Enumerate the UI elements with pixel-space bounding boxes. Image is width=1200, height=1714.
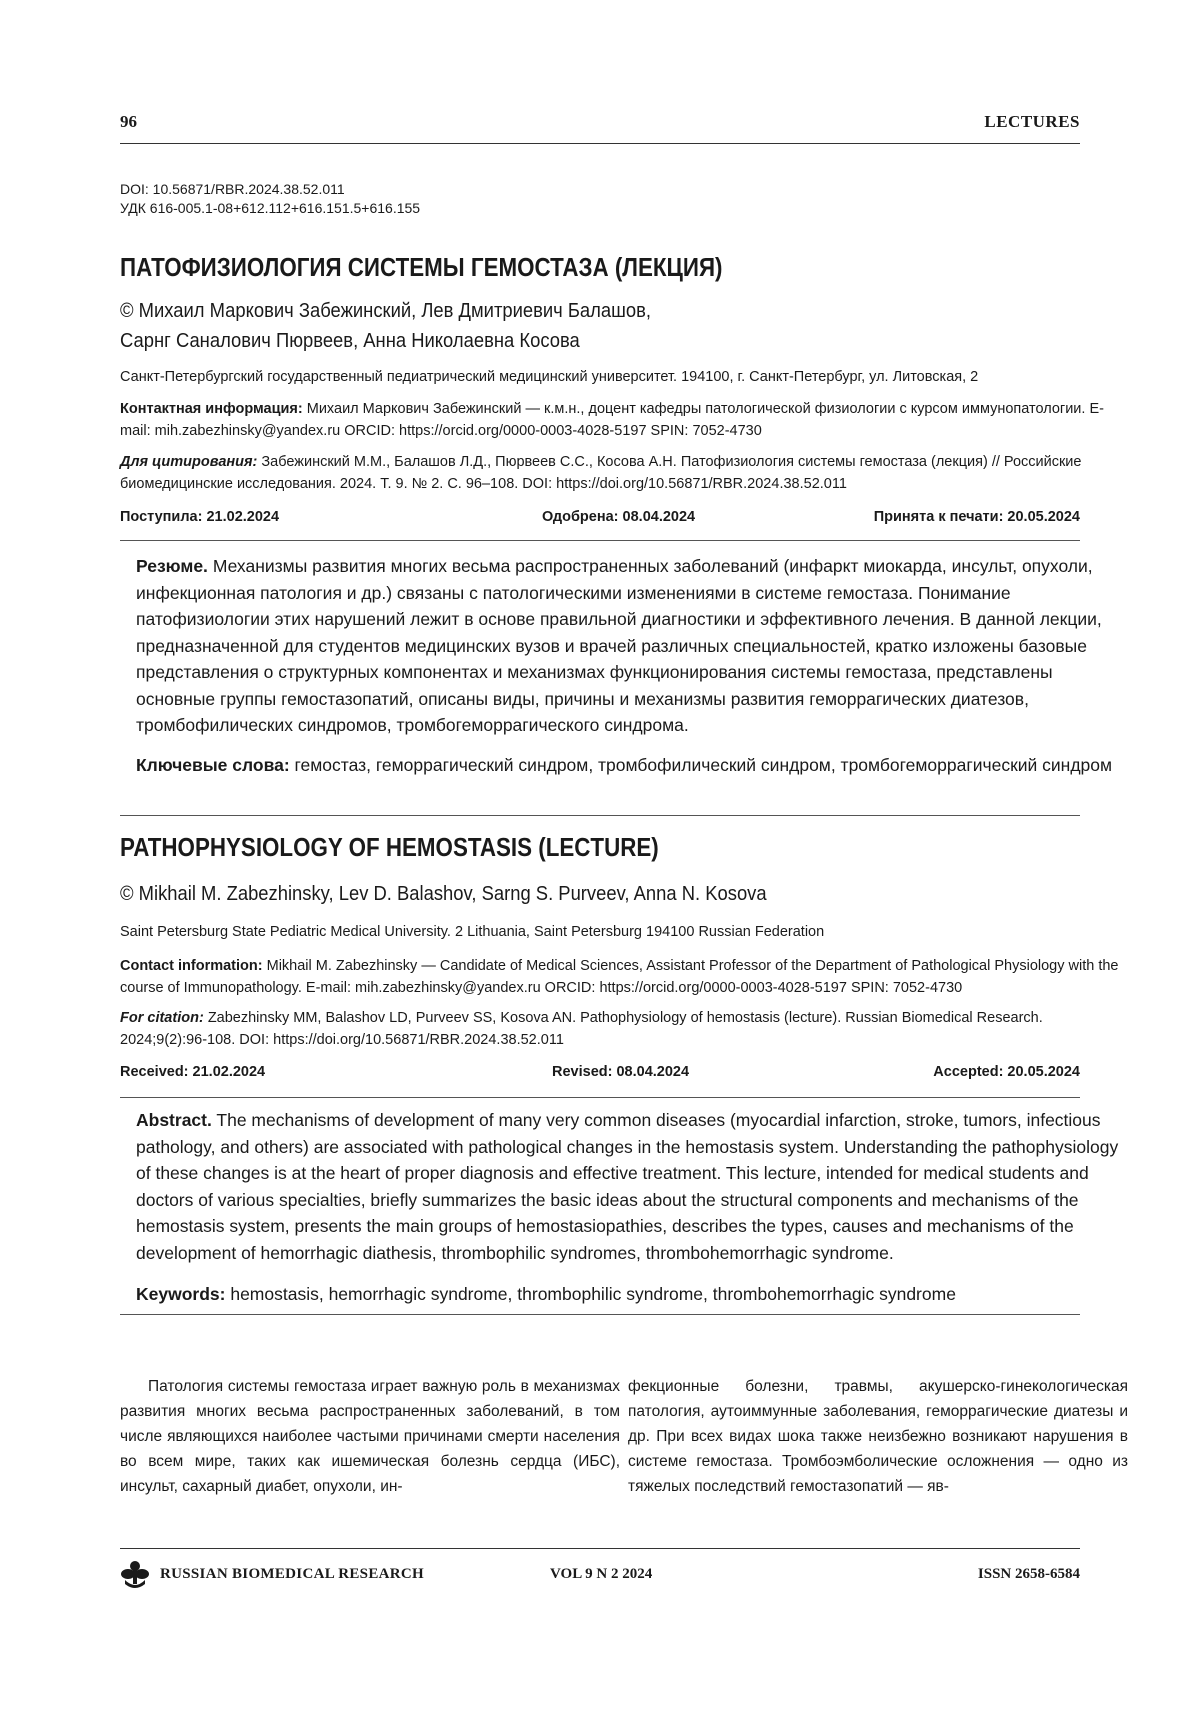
revised-date-en: Revised: 08.04.2024 <box>552 1064 690 1080</box>
divider <box>120 1314 1080 1315</box>
affiliation-en: Saint Petersburg State Pediatric Medical University. 2 Lithuania, Saint Petersburg 194100 Russian Federation <box>120 924 825 940</box>
title-ru: ПАТОФИЗИОЛОГИЯ СИСТЕМЫ ГЕМОСТАЗА (ЛЕКЦИЯ) <box>120 252 723 282</box>
contact-text-en: Mikhail M. Zabezhinsky — Candidate of Medical Sciences, Assistant Professor of the Department of Pathological Physiology with the course of Immunopathology. E-mail: mih.zabezhinsky@yandex.ru ORCID: https://orcid.org/0000-0003-4028-5197 SPIN: 7052-4730 <box>120 958 1119 996</box>
page-footer <box>120 1560 1080 1590</box>
footer-rule <box>120 1548 1080 1549</box>
authors-ru-line-1: © Михаил Маркович Забежинский, Лев Дмитриевич Балашов, <box>120 300 652 322</box>
citation-text-ru: Забежинский М.М., Балашов Л.Д., Пюрвеев С.С., Косова А.Н. Патофизиология системы гемостаза (лекция) // Российские биомедицинские исследования. 2024. Т. 9. № 2. С. 96–108. DOI: https://doi.org/10.56871/RBR.2024.38.52.011 <box>120 454 1082 492</box>
doi[interactable]: DOI: 10.56871/RBR.2024.38.52.011 <box>120 181 345 197</box>
authors-ru-line-2: Сарнг Саналович Пюрвеев, Анна Николаевна Косова <box>120 330 580 352</box>
accepted-date-en: Accepted: 20.05.2024 <box>933 1064 1080 1080</box>
citation-label-ru: Для цитирования: <box>120 454 258 470</box>
abstract-label-en: Abstract. <box>136 1110 212 1130</box>
running-header <box>120 112 1080 136</box>
divider <box>120 815 1080 816</box>
authors-ru <box>120 296 651 356</box>
keywords-text-en: hemostasis, hemorrhagic syndrome, thrombophilic syndrome, thrombohemorrhagic syndrome <box>230 1284 956 1304</box>
udk: УДК 616-005.1-08+612.112+616.151.5+616.155 <box>120 200 421 216</box>
article-meta <box>120 180 420 218</box>
revised-date-ru: Одобрена: 08.04.2024 <box>542 509 696 525</box>
body-column-right: фекционные болезни, травмы, акушерско-гинекологическая патология, аутоиммунные заболевания, геморрагические диатезы и др. При всех видах шока также неизбежно возникают нарушения в системе гемостаза. Тромбоэмболические осложнения — одно из тяжелых последствий гемостазопатий — яв- <box>628 1378 1128 1495</box>
contact-label-en: Contact information: <box>120 958 263 974</box>
contact-info-en <box>120 955 1130 999</box>
authors-en: © Mikhail M. Zabezhinsky, Lev D. Balashov, Sarng S. Purveev, Anna N. Kosova <box>120 883 767 905</box>
journal-logo-icon <box>120 1560 150 1588</box>
section-name: LECTURES <box>984 112 1080 131</box>
keywords-label-ru: Ключевые слова: <box>136 755 290 775</box>
received-date-ru: Поступила: 21.02.2024 <box>120 509 280 525</box>
volume-issue: VOL 9 N 2 2024 <box>550 1566 653 1582</box>
keywords-ru <box>136 752 1120 779</box>
citation-text-en: Zabezhinsky MM, Balashov LD, Purveev SS, Kosova AN. Pathophysiology of hemostasis (lecture). Russian Biomedical Research. 2024;9(2):96-108. DOI: https://doi.org/10.56871/RBR.2024.38.52.011 <box>120 1010 1043 1048</box>
dates-ru <box>120 509 1080 531</box>
journal-name: RUSSIAN BIOMEDICAL RESEARCH <box>160 1566 424 1582</box>
body-column-left: Патология системы гемостаза играет важную роль в механизмах развития многих весьма распространенных заболеваний, в том числе являющихся наиболее частыми причинами смерти населения во всем мире, таких как ишемическая болезнь сердца (ИБС), инсульт, сахарный диабет, опухоли, ин- <box>120 1378 620 1495</box>
header-rule <box>120 143 1080 144</box>
contact-text-ru: Михаил Маркович Забежинский — к.м.н., доцент кафедры патологической физиологии с курсом иммунопатологии. E-mail: mih.zabezhinsky@yandex.ru ORCID: https://orcid.org/0000-0003-4028-5197 SPIN: 7052-4730 <box>120 401 1104 439</box>
abstract-en <box>136 1107 1120 1266</box>
keywords-label-en: Keywords: <box>136 1284 226 1304</box>
accepted-date-ru: Принята к печати: 20.05.2024 <box>873 509 1080 525</box>
citation-en <box>120 1007 1130 1051</box>
abstract-text-ru: Механизмы развития многих весьма распространенных заболеваний (инфаркт миокарда, инсульт, опухоли, инфекционная патология и др.) связаны с патологическими изменениями в системе гемостаза. Понимание патофизиологии этих нарушений лежит в основе правильной диагностики и эффективного лечения. В данной лекции, предназначенной для студентов медицинских вузов и врачей различных специальностей, кратко изложены базовые представления о структурных компонентах и механизмах функционирования системы гемостаза, представлены основные группы гемостазопатий, описаны виды, причины и механизмы развития геморрагических диатезов, тромбофилических синдромов, тромбогеморрагического синдрома. <box>136 556 1102 735</box>
contact-info-ru <box>120 398 1130 442</box>
title-en: PATHOPHYSIOLOGY OF HEMOSTASIS (LECTURE) <box>120 832 659 862</box>
citation-label-en: For citation: <box>120 1010 204 1026</box>
affiliation-ru: Санкт-Петербургский государственный педиатрический медицинский университет. 194100, г. Санкт-Петербург, ул. Литовская, 2 <box>120 369 979 385</box>
keywords-en <box>136 1281 1120 1308</box>
abstract-label-ru: Резюме. <box>136 556 208 576</box>
divider <box>120 1097 1080 1098</box>
received-date-en: Received: 21.02.2024 <box>120 1064 266 1080</box>
page-number: 96 <box>120 112 137 131</box>
issn: ISSN 2658-6584 <box>977 1566 1080 1582</box>
dates-en <box>120 1064 1080 1086</box>
contact-label-ru: Контактная информация: <box>120 401 303 417</box>
keywords-text-ru: гемостаз, геморрагический синдром, тромбофилический синдром, тромбогеморрагический синдром <box>294 755 1113 775</box>
abstract-text-en: The mechanisms of development of many very common diseases (myocardial infarction, stroke, tumors, infectious pathology, and others) are associated with pathological changes in the hemostasis system. Understanding the pathophysiology of these changes is at the heart of proper diagnosis and effective treatment. This lecture, intended for medical students and doctors of various specialties, briefly summarizes the basic ideas about the structural components and mechanisms of the hemostasis system, presents the main groups of hemostasiopathies, describes the types, causes and mechanisms of the development of hemorrhagic diathesis, thrombophilic syndromes, thrombohemorrhagic syndrome. <box>136 1110 1119 1263</box>
divider <box>120 540 1080 541</box>
abstract-ru <box>136 553 1120 739</box>
citation-ru <box>120 451 1130 495</box>
